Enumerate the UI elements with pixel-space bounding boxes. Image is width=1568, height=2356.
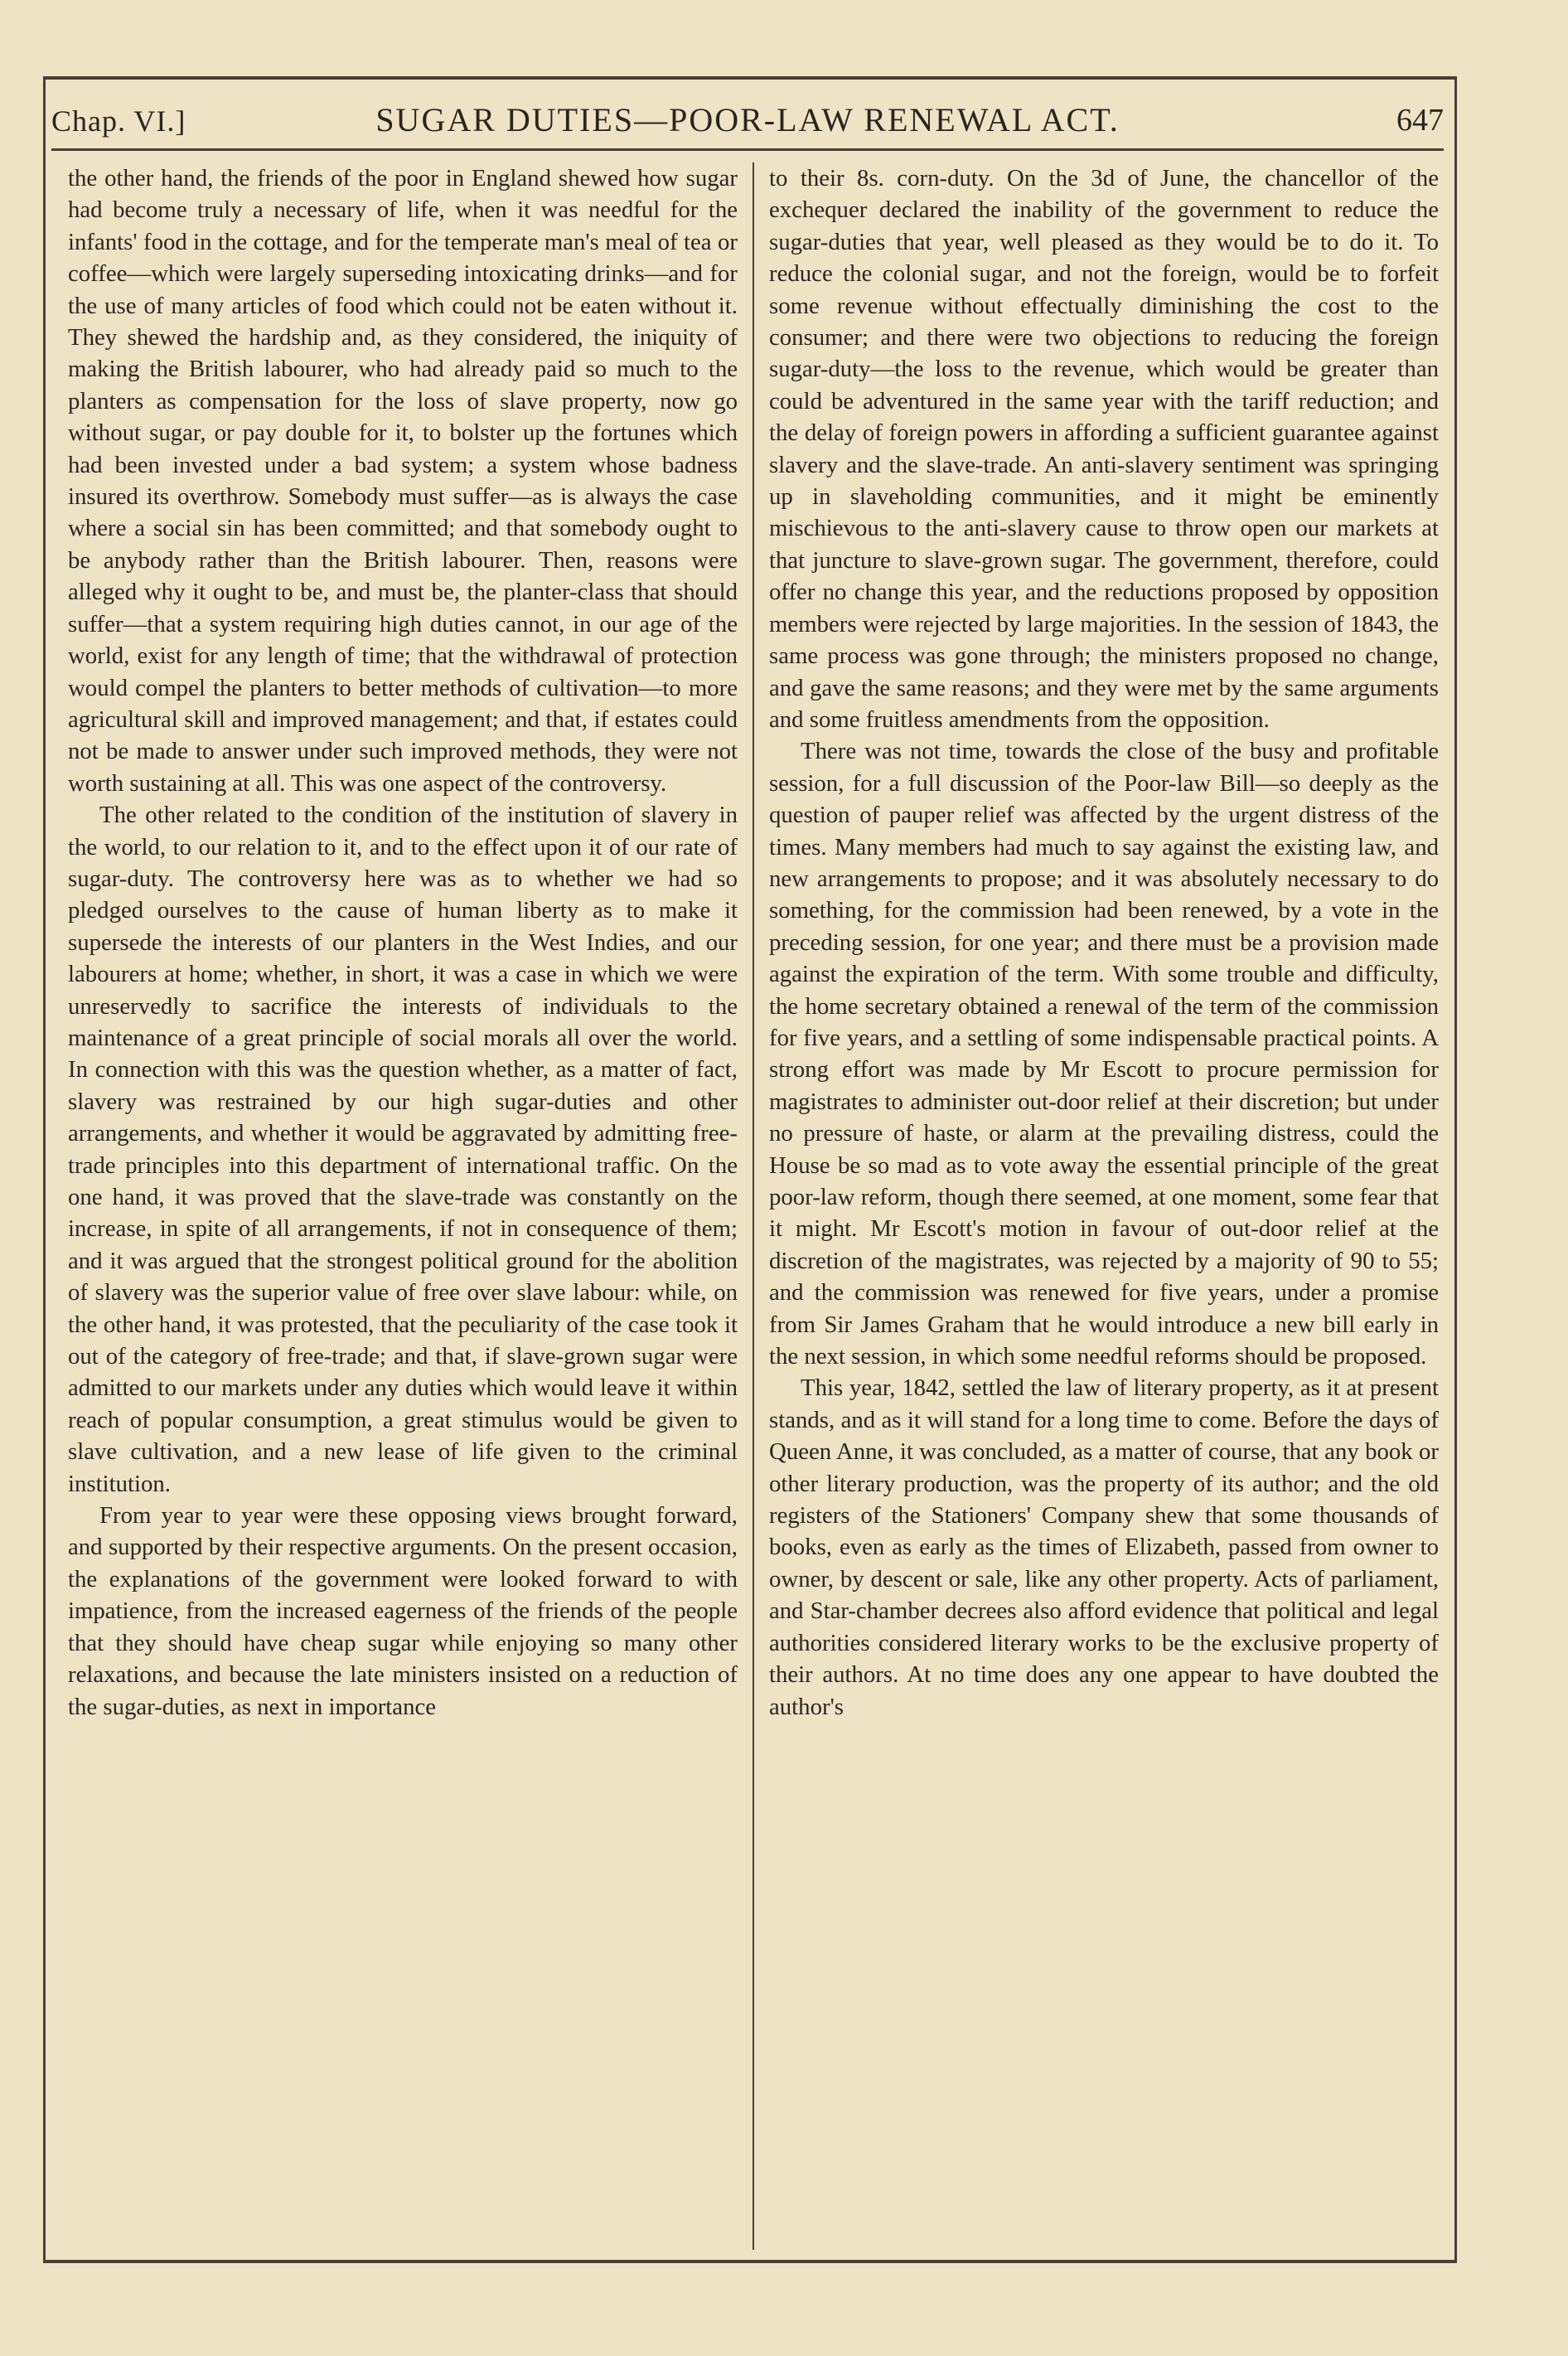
paragraph: The other related to the condition of the institution of slavery in the world, to our relation to it, and to the effect upon it of our rate of sugar-duty. The controversy here was as to whether we had so pledged ourselves to the cause of human liberty as to make it supersede the interests of our planters in the West Indies, and our labourers at home; whether, in short, it was a case in which we were unreservedly to sacrifice the interests of individuals to the maintenance of a great principle of social morals all over the world. In connection with this was the question whether, as a matter of fact, slavery was restrained by our high sugar-duties and other arrangements, and whether it would be aggravated by admitting free-trade principles into this department of international traffic. On the one hand, it was proved that the slave-trade was constantly on the increase, in spite of all arrangements, if not in consequence of them; and it was argued that the strongest political ground for the abolition of slavery was the superior value of free over slave labour: while, on the other hand, it was protested, that the peculiarity of the case took it out of the category of free-trade; and that, if slave-grown sugar were admitted to our markets under any duties which would leave it within reach of popular consumption, a great stimulus would be given to slave cultivation, and a new lease of life given to the criminal institution.: [68, 802, 738, 1497]
paragraph: This year, 1842, settled the law of literary property, as it at present stands, and as it will stand for a long time to come. Before the days of Queen Anne, it was concluded, as a matter of course, that any book or other literary production, was the property of its author; and the old registers of the Stationers' Company shew that some thousands of books, even as early as the times of Elizabeth, passed from owner to owner, by descent or sale, like any other property. Acts of parliament, and Star-chamber decrees also afford evidence that political and legal authorities considered literary works to be the exclusive property of their authors. At no time does any one appear to have doubted the author's: [769, 1374, 1439, 1720]
chapter-label: Chap. VI.]: [51, 104, 186, 138]
page-title: SUGAR DUTIES—POOR-LAW RENEWAL ACT.: [375, 101, 1120, 138]
left-column: [68, 162, 738, 2250]
running-header: [51, 95, 1444, 151]
paragraph: From year to year were these opposing views brought forward, and supported by their respective arguments. On the present occasion, the explanations of the government were looked forward to with impatience, from the increased eagerness of the friends of the people that they should have cheap sugar while enjoying so many other relaxations, and because the late ministers insisted on a reduction of the sugar-duties, as next in importance: [68, 1502, 738, 1720]
paragraph: There was not time, towards the close of the busy and profitable session, for a full discussion of the Poor-law Bill—so deeply as the question of pauper relief was affected by the urgent distress of the times. Many members had much to say against the existing law, and new arrangements to propose; and it was absolutely necessary to do something, for the commission had been renewed, by a vote in the preceding session, for one year; and there must be a provision made against the expiration of the term. With some trouble and difficulty, the home secretary obtained a renewal of the term of the commission for five years, and a settling of some indispensable practical points. A strong effort was made by Mr Escott to procure permission for magistrates to administer out-door relief at their discretion; but under no pressure of haste, or alarm at the prevailing distress, could the House be so mad as to vote away the essential principle of the great poor-law reform, though there seemed, at one moment, some fear that it might. Mr Escott's motion in favour of out-door relief at the discretion of the magistrates, was rejected by a majority of 90 to 55; and the commission was renewed for five years, under a promise from Sir James Graham that he would introduce a new bill early in the next session, in which some needful reforms should be proposed.: [769, 738, 1439, 1370]
paragraph: the other hand, the friends of the poor in England shewed how sugar had become truly a necessary of life, when it was needful for the infants' food in the cottage, and for the temperate man's meal of tea or coffee—which were largely superseding intoxicating drinks—and for the use of many articles of food which could not be eaten without it. They shewed the hardship and, as they considered, the iniquity of making the British labourer, who had already paid so much to the planters as compensation for the loss of slave property, now go without sugar, or pay double for it, to bolster up the fortunes which had been invested under a bad system; a system whose badness insured its overthrow. Somebody must suffer—as is always the case where a social sin has been committed; and that somebody ought to be anybody rather than the British labourer. Then, reasons were alleged why it ought to be, and must be, the planter-class that should suffer—that a system requiring high duties cannot, in our age of the world, exist for any length of time; that the withdrawal of protection would compel the planters to better methods of cultivation—to more agricultural skill and improved management; and that, if estates could not be made to answer under such improved methods, they were not worth sustaining at all. This was one aspect of the controversy.: [68, 165, 738, 797]
column-divider: [753, 162, 754, 2250]
paragraph: to their 8s. corn-duty. On the 3d of June, the chancellor of the exchequer declared the inability of the government to reduce the sugar-duties that year, well pleased as they would be to do it. To reduce the colonial sugar, and not the foreign, would be to forfeit some revenue without effectually diminishing the cost to the consumer; and there were two objections to reducing the foreign sugar-duty—the loss to the revenue, which would be greater than could be adventured in the same year with the tariff reduction; and the delay of foreign powers in affording a sufficient guarantee against slavery and the slave-trade. An anti-slavery sentiment was springing up in slaveholding communities, and it might be eminently mischievous to the anti-slavery cause to throw open our markets at that juncture to slave-grown sugar. The government, therefore, could offer no change this year, and the reductions proposed by opposition members were rejected by large majorities. In the session of 1843, the same process was gone through; the ministers proposed no change, and gave the same reasons; and they were met by the same arguments and some fruitless amendments from the opposition.: [769, 165, 1439, 733]
page-number: 647: [1396, 103, 1444, 138]
right-column: [769, 162, 1439, 2250]
